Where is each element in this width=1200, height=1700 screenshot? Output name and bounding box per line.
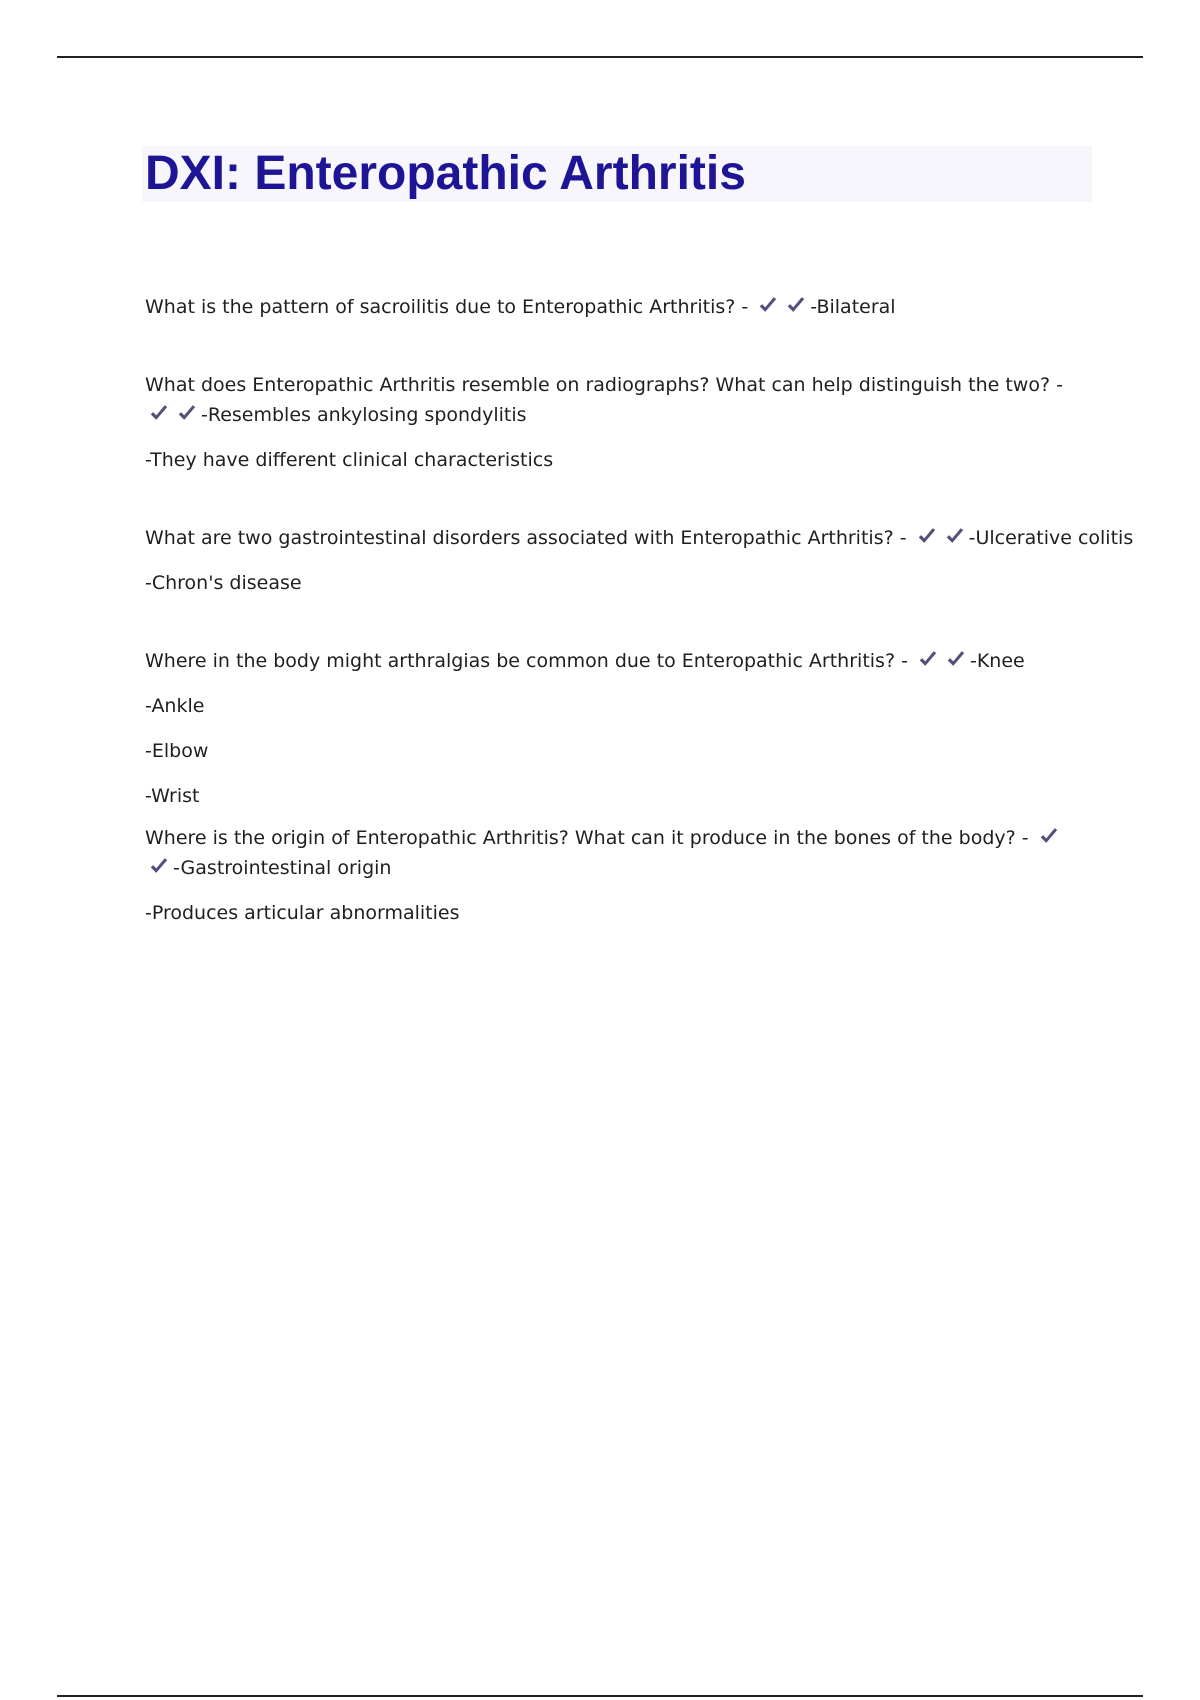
checkmark-icon [148, 855, 170, 877]
checkmark-icon [148, 402, 170, 424]
question-line [145, 292, 1090, 322]
document-title: DXI: Enteropathic Arthritis [145, 147, 746, 200]
qa-item [145, 823, 1090, 928]
question-line [145, 370, 1090, 430]
answer-text: -Ulcerative colitis [968, 527, 1134, 549]
question-text: What are two gastrointestinal disorders associated with Enteropathic Arthritis? - [145, 527, 907, 549]
answer-line: -Elbow [145, 740, 209, 762]
top-rule [57, 56, 1143, 58]
qa-item [145, 646, 1090, 811]
bottom-rule [57, 1695, 1143, 1697]
question-line [145, 823, 1090, 883]
question-text: Where is the origin of Enteropathic Arthritis? What can it produce in the bones of the body? - [145, 827, 1029, 849]
answer-text: -Resembles ankylosing spondylitis [201, 404, 527, 426]
answer-text: -Knee [969, 650, 1025, 672]
question-text: What is the pattern of sacroilitis due to Enteropathic Arthritis? - [145, 296, 749, 318]
qa-item [145, 370, 1090, 475]
checkmark-icon [785, 294, 807, 316]
answer-line: -Chron's disease [145, 572, 302, 594]
answer-text: -Bilateral [810, 296, 896, 318]
checkmark-icon [1038, 825, 1060, 847]
checkmark-icon [917, 648, 939, 670]
question-text: What does Enteropathic Arthritis resemble on radiographs? What can help distinguish the two? - [145, 374, 1063, 396]
answer-text: -Gastrointestinal origin [173, 857, 392, 879]
qa-item [145, 292, 1090, 322]
qa-item [145, 523, 1134, 598]
qa-list [145, 292, 1134, 928]
answer-line: -They have different clinical characteristics [145, 449, 554, 471]
answer-line: -Wrist [145, 785, 200, 807]
checkmark-icon [916, 525, 938, 547]
answer-line: -Produces articular abnormalities [145, 902, 460, 924]
question-line [145, 523, 1134, 553]
question-line [145, 646, 1090, 676]
checkmark-icon [176, 402, 198, 424]
question-text: Where in the body might arthralgias be common due to Enteropathic Arthritis? - [145, 650, 908, 672]
checkmark-icon [757, 294, 779, 316]
answer-line: -Ankle [145, 695, 205, 717]
checkmark-icon [944, 525, 966, 547]
checkmark-icon [945, 648, 967, 670]
